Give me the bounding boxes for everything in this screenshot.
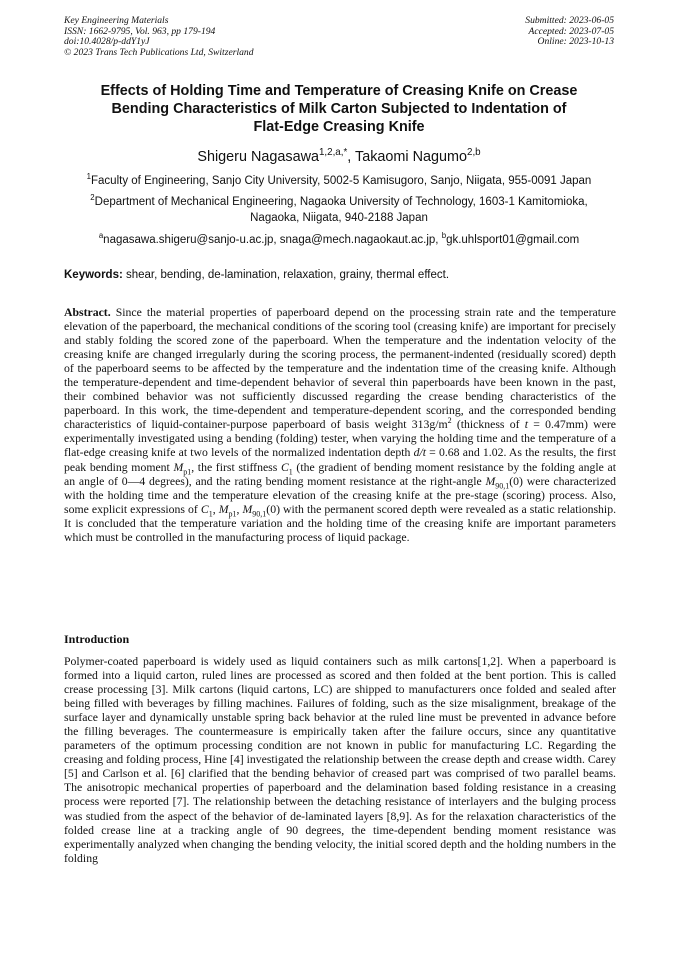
var-m: M — [242, 502, 253, 516]
section-heading-introduction: Introduction — [64, 632, 130, 646]
author-2: Takaomi Nagumo — [355, 149, 467, 165]
abstract-text-9: (0) with the permanent scored depth were revealed as a static relationship. It is concluded that the temperature variation and the holding time of the creasing knife are important parameters which must be controlled in the manufacturing process of liquid package. — [64, 502, 617, 544]
title-line-3: Flat-Edge Creasing Knife — [253, 119, 425, 136]
dates-header — [525, 16, 614, 48]
doi[interactable]: doi:10.4028/p-ddY1yJ — [64, 36, 150, 48]
author-separator: , — [347, 149, 356, 165]
var-c: C — [280, 460, 289, 474]
abstract-text-1: Since the material properties of paperboard depend on the processing strain rate and the temperature elevation of the paperboard, the mechanical conditions of the scoring tool (creasing knife) are important for precisely and stably folding the scored zone of the paperboard. When the temperature and the indentation velocity of the creasing knife are changed irregularly during the scoring process, the permanent-indented (residually scored) depth of the paperboard seems to be affected by the temperature and the indentation time of the creasing knife. Although the temperature-dependent and time-dependent behavior of several thin paperboards have been known in the past, their combined behavior was not sufficiently discussed regarding the crease bending characteristics of the paperboard. In this work, the time-dependent and temperature-dependent scoring, and the corresponded bending characteristics of liquid-container-purpose paperboard of basis weight 313g/m — [64, 306, 616, 432]
abstract-text-2: (thickness of — [451, 418, 525, 432]
email-b-mark: b — [441, 231, 447, 241]
copyright: © 2023 Trans Tech Publications Ltd, Switzerland — [64, 46, 254, 58]
email-line — [40, 233, 638, 249]
sub-1: 1 — [208, 509, 213, 518]
title-line-1: Effects of Holding Time and Temperature of Creasing Knife on Crease — [100, 83, 578, 99]
var-m: M — [173, 460, 184, 474]
var-t: t — [524, 418, 529, 432]
abstract-text-8: , — [212, 502, 219, 516]
abstract-text-4: = 0.68 and 1.02. As the results, the first peak bending moment — [64, 446, 616, 474]
affiliation-2-line-1: Department of Mechanical Engineering, Nagaoka University of Technology, 1603-1 Kamitomioka, — [94, 196, 588, 208]
affiliation-2 — [40, 195, 638, 226]
issn: ISSN: 1662-9795, Vol. 963, pp 179-194 — [64, 25, 216, 37]
paper-title — [40, 82, 638, 137]
sub-p1: p1 — [183, 466, 192, 476]
sub-1: 1 — [288, 466, 293, 476]
sub-90-1: 90,1 — [495, 480, 510, 490]
email-a-mark: a — [98, 231, 104, 241]
keywords-text: shear, bending, de-lamination, relaxation, grainy, thermal effect. — [122, 269, 450, 281]
sub-90-1: 90,1 — [252, 509, 267, 518]
author-2-marks: 2,b — [467, 147, 481, 159]
journal-name: Key Engineering Materials — [64, 15, 169, 26]
email-a[interactable]: nagasawa.shigeru@sanjo-u.ac.jp, snaga@mech.nagaokaut.ac.jp, — [103, 234, 442, 246]
var-d-over-t: d/t — [413, 446, 426, 460]
unit-superscript: 2 — [447, 416, 452, 426]
abstract — [64, 306, 616, 545]
sub-p1: p1 — [228, 509, 237, 518]
abstract-label: Abstract. — [64, 306, 111, 319]
author-1-marks: 1,2,a,* — [318, 147, 348, 159]
keywords — [64, 268, 616, 283]
abstract-text-7: (0) were characterized with the holding time and the temperature elevation of the creasing knife at the pre-stage (scoring) process. Also, some explicit expressions of — [64, 474, 616, 516]
abstract-text-5: , the first stiffness — [191, 460, 281, 474]
online-date: Online: 2023-10-13 — [537, 36, 614, 48]
affiliation-1-mark: 1 — [86, 172, 92, 182]
author-1: Shigeru Nagasawa — [197, 149, 319, 165]
affiliation-1 — [40, 174, 638, 190]
submitted-date: Submitted: 2023-06-05 — [525, 15, 614, 26]
var-m: M — [218, 502, 229, 516]
title-line-2: Bending Characteristics of Milk Carton Subjected to Indentation of — [111, 101, 567, 118]
affiliation-2-mark: 2 — [90, 193, 95, 203]
author-list — [40, 148, 638, 166]
var-c: C — [200, 502, 209, 516]
var-m: M — [485, 474, 496, 488]
journal-header — [64, 16, 254, 58]
email-b[interactable]: gk.uhlsport01@gmail.com — [446, 234, 580, 246]
affiliation-1-text: Faculty of Engineering, Sanjo City University, 5002-5 Kamisugoro, Sanjo, Niigata, 955-0091 Japan — [91, 175, 592, 187]
accepted-date: Accepted: 2023-07-05 — [528, 25, 614, 37]
introduction-text: Polymer-coated paperboard is widely used as liquid containers such as milk cartons[1,2]. When a paperboard is formed into a liquid carton, ruled lines are processed as scored and then folded at the bent portion. This is called crease processing [3]. Milk cartons (liquid cartons, LC) are shipped to manufacturers once folded and sealed after being filled with beverages by filling machines. Failures of folding, such as the size misalignment, breakage of the surface layer and dynamically unstable spring back behavior at the ruled line must be prevented in advance before the filling beverages. The countermeasure is empirically taken after the failure occurs, since any quantitative parameters of the optimum processing condition are not known in public for manufacturing LC. Regarding the creasing and folding process, Hine [4] investigated the relationship between the crease depth and crease width. Carey [5] and Carlson et al. [6] clarified that the bending behavior of creased part was comprised of two parallel beams. The anisotropic mechanical properties of paperboard and the delamination based folding resistance in a creasing process were reported [7]. The relationship between the detaching resistance of interlayers and the bulging process was studied from the aspect of the behavior of de-laminated layers [8,9]. As for the relaxation characteristics of the folded crease line at a tracking angle of 90 degrees, the time-dependent bending moment resistance was experimentally analyzed when changing the bending velocity, the initial scored depth and the holding numbers in the folding — [64, 655, 616, 865]
abstract-text-3: = 0.47mm) were experimentally investigated using a bending (folding) tester, when varying the holding time and the temperature of a flat-edge creasing knife at two levels of the normalized indentation depth — [64, 418, 616, 460]
abstract-text-8: , — [236, 502, 243, 516]
abstract-text-6: (the gradient of bending moment resistance by the folding angle at an angle of 0—4 degrees), and the rating bending moment resistance at the right-angle — [64, 460, 616, 488]
affiliation-2-line-2: Nagaoka, Niigata, 940-2188 Japan — [250, 211, 428, 224]
keywords-label: Keywords: — [64, 269, 123, 281]
